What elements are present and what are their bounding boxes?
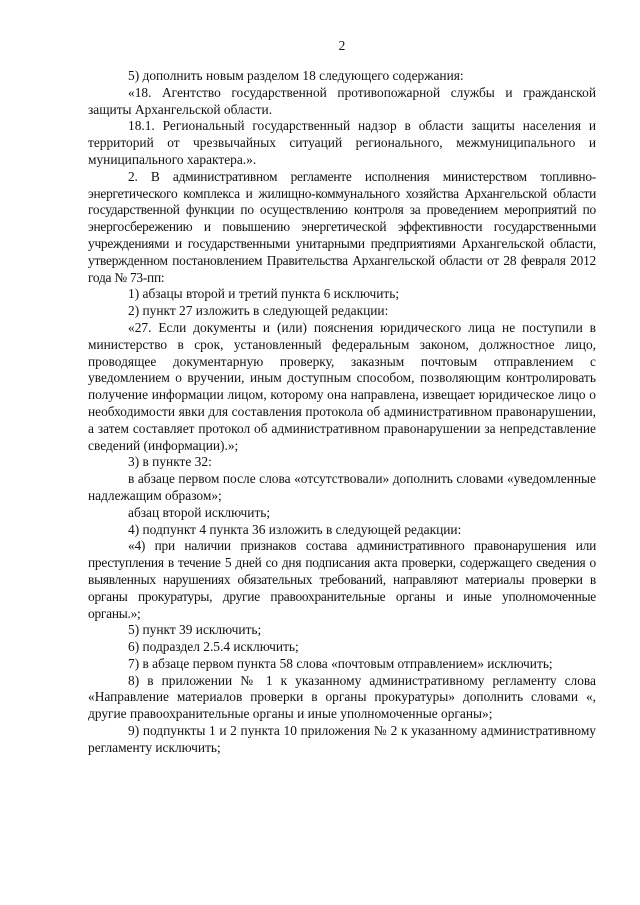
document-body <box>88 68 596 757</box>
paragraph-subitem-4: 4) подпункт 4 пункта 36 изложить в следующей редакции: <box>128 521 462 537</box>
paragraph-subitem-7: 7) в абзаце первом пункта 58 слова «почтовым отправлением» исключить; <box>128 655 553 671</box>
paragraph-point-2-regulation: 2. В административном регламенте исполнения министерством топливно-энергетического комплекса и жилищно-коммунального хозяйства Архангельской области государственной функции по осуществлению контроля за проведением мероприятий по энергосбережению и повышению энергетической эффективности государственными учреждениями и государственными унитарными предприятиями Архангельской области, утвержденном постановлением Правительства Архангельской области от 28 февраля 2012 года № 73-пп: <box>88 168 596 285</box>
paragraph-subpoint-4-text: «4) при наличии признаков состава административного правонарушения или преступления в течение 5 дней со дня подписания акта проверки, содержащего сведения о выявленных нарушениях обязательных требований, направляют материалы проверки в органы прокуратуры, другие правоохранительные органы и иные уполномоченные органы.»; <box>88 538 596 621</box>
paragraph-item-5-add-section-18: 5) дополнить новым разделом 18 следующего содержания: <box>128 68 464 83</box>
paragraph-subitem-8: 8) в приложении № 1 к указанному административному регламенту слова «Направление материалов проверки в органы прокуратуры» дополнить словами «, другие правоохранительные органы и иные уполномоченные органы»; <box>88 672 596 722</box>
paragraph-second-abzac-exclude: абзац второй исключить; <box>128 504 271 520</box>
paragraph-first-abzac-addition: в абзаце первом после слова «отсутствовали» дополнить словами «уведомленные надлежащим образом»; <box>88 471 596 503</box>
page-number: 2 <box>338 38 346 53</box>
paragraph-subitem-5: 5) пункт 39 исключить; <box>128 622 262 638</box>
paragraph-point-27-text: «27. Если документы и (или) пояснения юридического лица не поступили в министерство в срок, установленный федеральным законом, должностное лицо, проводящее документарную проверку, заказным почтовым отправлением с уведомлением о вручении, иным доступным способом, позволяющим контролировать получение информации лицом, которому она направлена, извещает юридическое лицо о необходимости явки для составления протокола об административном правонарушении, а затем составляет протокол об административном правонарушении за непредставление сведений (информации).»; <box>88 319 596 453</box>
paragraph-subitem-1: 1) абзацы второй и третий пункта 6 исключить; <box>128 286 400 302</box>
paragraph-subitem-6: 6) подраздел 2.5.4 исключить; <box>128 639 299 655</box>
paragraph-subitem-3: 3) в пункте 32: <box>128 454 212 470</box>
paragraph-section-18-1: 18.1. Региональный государственный надзор в области защиты населения и территорий от чрезвычайных ситуаций регионального, межмуниципального и муниципального характера.». <box>88 118 596 167</box>
paragraph-subitem-9: 9) подпункты 1 и 2 пункта 10 приложения № 2 к указанному административному регламенту исключить; <box>88 723 596 755</box>
paragraph-subitem-2: 2) пункт 27 изложить в следующей редакции: <box>128 303 389 319</box>
paragraph-section-18-title: «18. Агентство государственной противопожарной службы и гражданской защиты Архангельской области. <box>88 84 596 117</box>
